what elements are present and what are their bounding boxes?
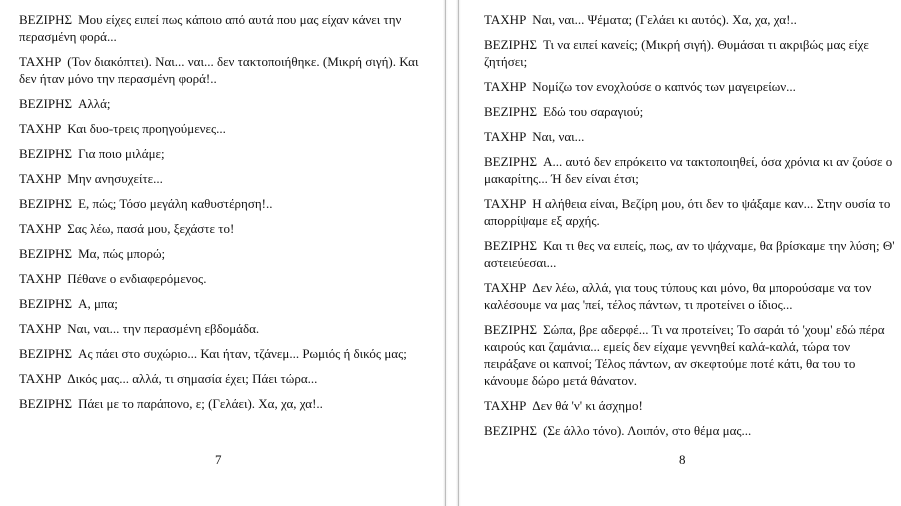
dialogue-paragraph <box>19 320 435 337</box>
speaker-name: ΒΕΖΙΡΗΣ <box>484 37 538 52</box>
speaker-name: ΤΑΧΗΡ <box>484 280 527 295</box>
dialogue-text: Ναι, ναι... Ψέματα; (Γελάει κι αυτός). Χα, χα, χα!.. <box>532 12 797 27</box>
dialogue-paragraph <box>484 36 897 70</box>
dialogue-text: Σας λέω, πασά μου, ξεχάστε το! <box>67 221 235 236</box>
speaker-name: ΒΕΖΙΡΗΣ <box>19 246 73 261</box>
dialogue-text: Α, μπα; <box>78 296 118 311</box>
dialogue-text: Νομίζω τον ενοχλούσε ο καπνός των μαγειρείων... <box>532 79 796 94</box>
dialogue-text: Δικός μας... αλλά, τι σημασία έχει; Πάει τώρα... <box>67 371 318 386</box>
speaker-name: ΒΕΖΙΡΗΣ <box>19 346 73 361</box>
dialogue-paragraph <box>484 237 897 271</box>
dialogue-paragraph <box>19 220 435 237</box>
dialogue-paragraph <box>484 422 897 439</box>
dialogue-paragraph <box>484 11 897 28</box>
dialogue-paragraph <box>19 245 435 262</box>
dialogue-paragraph <box>484 128 897 145</box>
dialogue-paragraph <box>19 195 435 212</box>
dialogue-paragraph <box>484 103 897 120</box>
dialogue-text: Και τι θες να ειπείς, πως, αν το ψάχναμε, θα βρίσκαμε την λύση; Θ' αστειεύεσαι... <box>484 238 895 270</box>
dialogue-text: Ε, πώς; Τόσο μεγάλη καθυστέρηση!.. <box>78 196 273 211</box>
dialogue-paragraph <box>484 279 897 313</box>
dialogue-paragraph <box>19 370 435 387</box>
dialogue-paragraph <box>484 397 897 414</box>
speaker-name: ΤΑΧΗΡ <box>19 371 62 386</box>
dialogue-text: Δεν θά 'ν' κι άσχημο! <box>532 398 643 413</box>
dialogue-text: Τι να ειπεί κανείς; (Μικρή σιγή). Θυμάσαι τι ακριβώς μας είχε ζητήσει; <box>484 37 869 69</box>
dialogue-paragraph <box>19 395 435 412</box>
dialogue-paragraph <box>484 78 897 95</box>
speaker-name: ΒΕΖΙΡΗΣ <box>19 96 73 111</box>
dialogue-paragraph <box>484 195 897 229</box>
dialogue-text: Για ποιο μιλάμε; <box>78 146 165 161</box>
page-number: 8 <box>679 452 686 467</box>
speaker-name: ΒΕΖΙΡΗΣ <box>484 104 538 119</box>
speaker-name: ΤΑΧΗΡ <box>484 196 527 211</box>
dialogue-text: Ας πάει στο συχώριο... Και ήταν, τζάνεμ... Ρωμιός ή δικός μας; <box>78 346 407 361</box>
speaker-name: ΤΑΧΗΡ <box>19 54 62 69</box>
dialogue-text: Και δυο-τρεις προηγούμενες... <box>67 121 226 136</box>
dialogue-text: (Σε άλλο τόνο). Λοιπόν, στο θέμα μας... <box>543 423 752 438</box>
dialogue-text: Μου είχες ειπεί πως κάποιο από αυτά που μας είχαν κάνει την περασμένη φορά... <box>19 12 402 44</box>
dialogue-text: Πέθανε ο ενδιαφερόμενος. <box>67 271 207 286</box>
page-number: 7 <box>215 452 222 467</box>
speaker-name: ΤΑΧΗΡ <box>19 171 62 186</box>
speaker-name: ΒΕΖΙΡΗΣ <box>484 238 538 253</box>
speaker-name: ΤΑΧΗΡ <box>19 221 62 236</box>
dialogue-paragraph <box>484 153 897 187</box>
dialogue-paragraph <box>19 145 435 162</box>
dialogue-paragraph <box>19 270 435 287</box>
dialogue-paragraph <box>484 321 897 389</box>
speaker-name: ΒΕΖΙΡΗΣ <box>19 396 73 411</box>
dialogue-text: Εδώ του σαραγιού; <box>543 104 644 119</box>
speaker-name: ΒΕΖΙΡΗΣ <box>484 154 538 169</box>
dialogue-paragraph <box>19 345 435 362</box>
speaker-name: ΒΕΖΙΡΗΣ <box>19 196 73 211</box>
dialogue-text: (Τον διακόπτει). Ναι... ναι... δεν τακτοποιήθηκε. (Μικρή σιγή). Και δεν ήταν μόνο την περασμένη φορά!.. <box>19 54 419 86</box>
dialogue-text: Δεν λέω, αλλά, για τους τύπους και μόνο, θα μπορούσαμε να τον καλέσουμε να μας 'πεί, τέλος πάντων, τι προτείνει ο ίδιος... <box>484 280 872 312</box>
dialogue-text: Μα, πώς μπορώ; <box>78 246 166 261</box>
dialogue-text: Ναι, ναι... την περασμένη εβδομάδα. <box>67 321 260 336</box>
dialogue-text: Α... αυτό δεν επρόκειτο να τακτοποιηθεί, όσα χρόνια κι αν ζούσε ο μακαρίτης... Ή δεν είναι έτσι; <box>484 154 893 186</box>
speaker-name: ΒΕΖΙΡΗΣ <box>484 322 538 337</box>
speaker-name: ΒΕΖΙΡΗΣ <box>19 296 73 311</box>
page-left-text <box>19 11 435 412</box>
page-right <box>461 0 901 506</box>
speaker-name: ΒΕΖΙΡΗΣ <box>19 146 73 161</box>
dialogue-paragraph <box>19 295 435 312</box>
dialogue-paragraph <box>19 95 435 112</box>
dialogue-text: Η αλήθεια είναι, Βεζίρη μου, ότι δεν το ψάξαμε καν... Στην ουσία το απορρίψαμε εξ αρχής. <box>484 196 891 228</box>
speaker-name: ΤΑΧΗΡ <box>484 129 527 144</box>
dialogue-text: Σώπα, βρε αδερφέ... Τι να προτείνει; Το σαράι τό 'χουμ' εδώ πέρα καιρούς και ζαμάνια... εμείς δεν είχαμε γεννηθεί καλά-καλά, τώρα τον πειράξανε οι καπνοί; Τέλος πάντων, αν σκεφτούμε ποτέ κάτι, θα του το κάνουμε δώρο μετά θάνατον. <box>484 322 885 388</box>
page-left <box>0 0 443 506</box>
dialogue-paragraph <box>19 53 435 87</box>
dialogue-paragraph <box>19 170 435 187</box>
page-gutter <box>443 0 461 506</box>
dialogue-text: Ναι, ναι... <box>532 129 585 144</box>
speaker-name: ΤΑΧΗΡ <box>484 12 527 27</box>
speaker-name: ΤΑΧΗΡ <box>19 121 62 136</box>
page-right-text <box>484 11 897 439</box>
speaker-name: ΤΑΧΗΡ <box>484 79 527 94</box>
speaker-name: ΒΕΖΙΡΗΣ <box>19 12 73 27</box>
dialogue-text: Μην ανησυχείτε... <box>67 171 163 186</box>
speaker-name: ΤΑΧΗΡ <box>19 321 62 336</box>
dialogue-paragraph <box>19 11 435 45</box>
speaker-name: ΤΑΧΗΡ <box>19 271 62 286</box>
dialogue-paragraph <box>19 120 435 137</box>
speaker-name: ΒΕΖΙΡΗΣ <box>484 423 538 438</box>
dialogue-text: Πάει με το παράπονο, ε; (Γελάει). Χα, χα, χα!.. <box>78 396 323 411</box>
dialogue-text: Αλλά; <box>78 96 111 111</box>
speaker-name: ΤΑΧΗΡ <box>484 398 527 413</box>
